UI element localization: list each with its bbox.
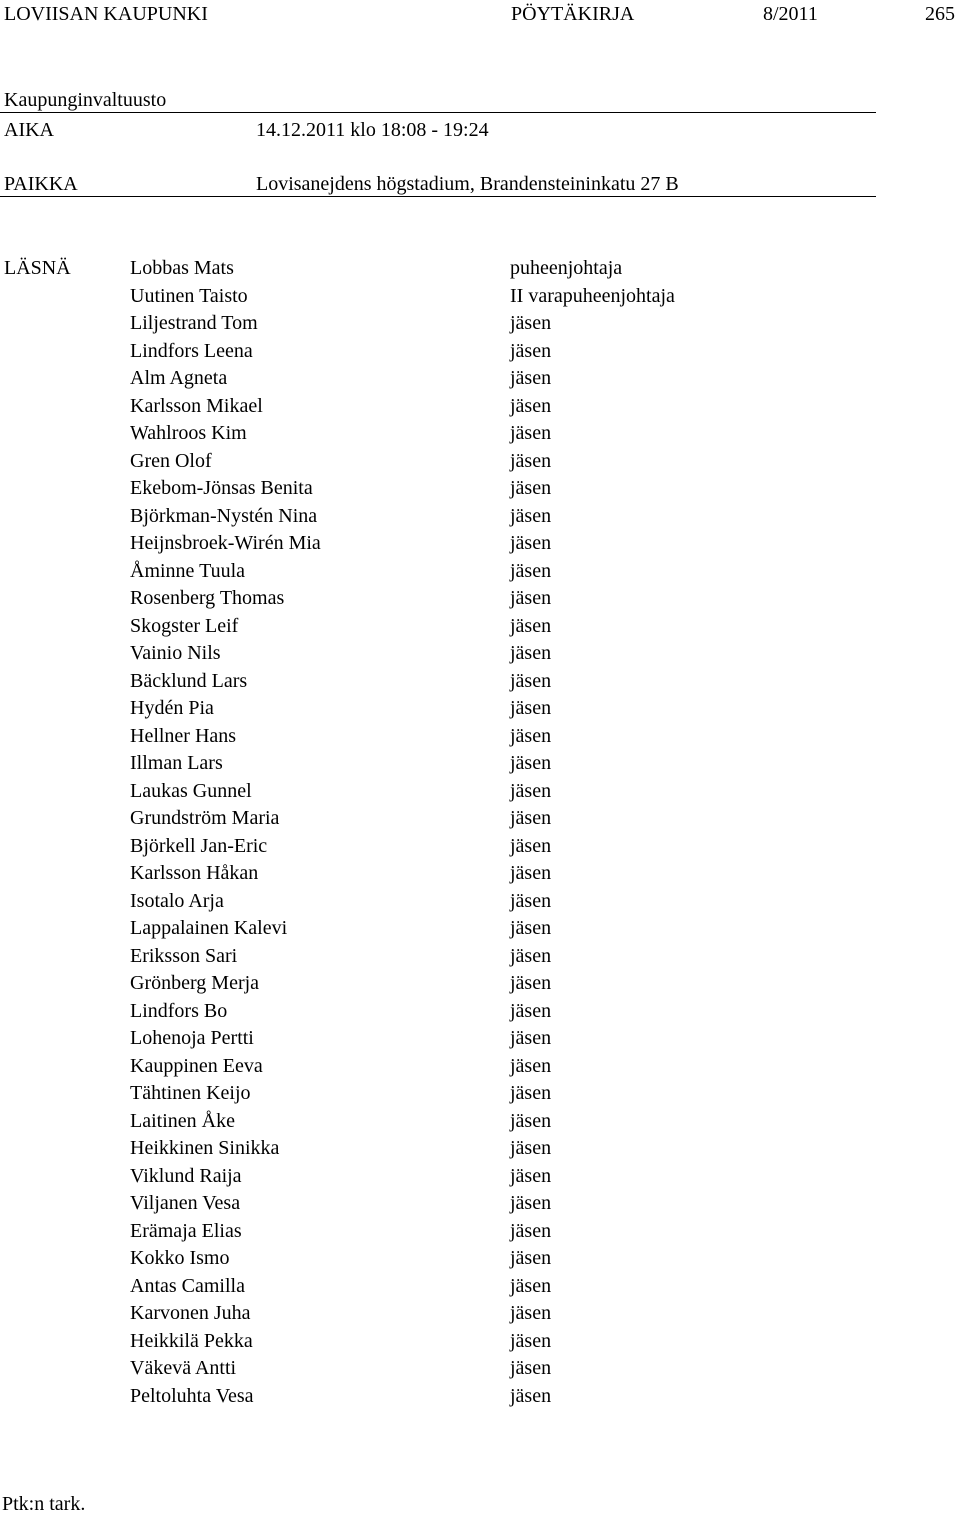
attendee-row [0, 918, 960, 946]
attendee-row [0, 973, 960, 1001]
attendee-row [0, 1138, 960, 1166]
attendee-role: jäsen [510, 697, 552, 719]
attendee-row [0, 781, 960, 809]
time-value: 14.12.2011 klo 18:08 - 19:24 [256, 119, 489, 141]
attendee-row [0, 561, 960, 589]
attendee-role: jäsen [510, 1164, 552, 1187]
attendee-role: jäsen [510, 367, 552, 389]
attendee-role: jäsen [510, 339, 552, 362]
attendee-role: jäsen [510, 614, 552, 637]
attendee-name: Laukas Gunnel [130, 779, 252, 802]
attendee-role: jäsen [510, 1384, 552, 1407]
attendee-name: Björkman-Nystén Nina [130, 504, 318, 527]
attendee-role: jäsen [510, 1219, 552, 1242]
attendee-role: jäsen [510, 504, 552, 527]
attendee-role: jäsen [510, 1302, 552, 1324]
attendee-name: Alm Agneta [130, 367, 228, 389]
attendee-name: Lindfors Leena [130, 339, 253, 362]
attendee-role: jäsen [510, 779, 552, 802]
attendee-name: Laitinen Åke [130, 1109, 235, 1132]
attendee-row [0, 698, 960, 726]
attendee-row [0, 423, 960, 451]
attendee-role: jäsen [510, 862, 552, 884]
attendee-row [0, 313, 960, 341]
attendee-role: jäsen [510, 1027, 552, 1049]
attendee-row [0, 1248, 960, 1276]
attendee-name: Lappalainen Kalevi [130, 917, 288, 939]
attendee-role: jäsen [510, 532, 552, 554]
attendee-role: jäsen [510, 1357, 552, 1379]
attendee-row [0, 1303, 960, 1331]
header-issue: 8/2011 [763, 3, 818, 25]
attendee-row [0, 1221, 960, 1249]
attendee-role: jäsen [510, 449, 552, 472]
attendee-role: jäsen [510, 394, 552, 417]
attendee-name: Kauppinen Eeva [130, 1054, 263, 1077]
attendee-row [0, 643, 960, 671]
attendee-row [0, 1056, 960, 1084]
attendee-row [0, 1358, 960, 1386]
attendee-row [0, 368, 960, 396]
attendee-name: Kokko Ismo [130, 1247, 230, 1269]
attendee-role: jäsen [510, 587, 552, 609]
attendee-name: Gren Olof [130, 449, 212, 472]
attendee-row [0, 341, 960, 369]
attendee-row [0, 753, 960, 781]
attendee-name: Väkevä Antti [130, 1357, 237, 1379]
attendee-role: jäsen [510, 917, 552, 939]
attendee-role: jäsen [510, 834, 552, 857]
attendee-name: Isotalo Arja [130, 889, 224, 912]
attendee-name: Karvonen Juha [130, 1302, 251, 1324]
attendee-name: Karlsson Mikael [130, 394, 263, 417]
attendee-name: Heijnsbroek-Wirén Mia [130, 532, 321, 554]
attendee-row [0, 1028, 960, 1056]
place-value: Lovisanejdens högstadium, Brandensteininkatu 27 B [256, 173, 679, 195]
attendee-role: jäsen [510, 1247, 552, 1269]
attendee-row [0, 946, 960, 974]
divider-rule [0, 112, 876, 113]
attendee-role: puheenjohtaja [510, 257, 623, 279]
attendee-role: jäsen [510, 752, 552, 774]
attendee-name: Tähtinen Keijo [130, 1082, 251, 1104]
attendee-role: jäsen [510, 1274, 552, 1297]
attendee-row [0, 286, 960, 314]
attendee-row [0, 506, 960, 534]
attendee-role: jäsen [510, 889, 552, 912]
attendee-name: Heikkinen Sinikka [130, 1137, 280, 1159]
attendee-row [0, 396, 960, 424]
attendee-name: Peltoluhta Vesa [130, 1384, 254, 1407]
attendee-role: jäsen [510, 1137, 552, 1159]
attendee-role: jäsen [510, 422, 552, 444]
attendee-row [0, 726, 960, 754]
attendee-role: jäsen [510, 1109, 552, 1132]
attendee-row [0, 1193, 960, 1221]
attendee-name: Antas Camilla [130, 1274, 245, 1297]
attendee-role: II varapuheenjohtaja [510, 284, 675, 307]
attendee-name: Erämaja Elias [130, 1219, 242, 1242]
place-label: PAIKKA [4, 173, 78, 195]
attendee-name: Bäcklund Lars [130, 669, 248, 692]
attendee-name: Grönberg Merja [130, 972, 260, 994]
attendee-row [0, 1001, 960, 1029]
attendee-row [0, 808, 960, 836]
attendee-role: jäsen [510, 972, 552, 994]
attendance-label: LÄSNÄ [4, 257, 71, 279]
attendee-name: Hydén Pia [130, 697, 214, 719]
header-org: LOVIISAN KAUPUNKI [4, 3, 208, 25]
attendee-row [0, 891, 960, 919]
attendee-row [0, 836, 960, 864]
attendee-name: Eriksson Sari [130, 944, 238, 967]
attendee-role: jäsen [510, 312, 552, 334]
attendee-row [0, 258, 960, 286]
attendee-name: Björkell Jan-Eric [130, 834, 268, 857]
attendee-role: jäsen [510, 669, 552, 692]
attendee-role: jäsen [510, 1192, 552, 1214]
attendee-row [0, 451, 960, 479]
attendee-row [0, 1083, 960, 1111]
attendee-row [0, 1276, 960, 1304]
attendee-name: Rosenberg Thomas [130, 587, 285, 609]
attendee-name: Illman Lars [130, 752, 223, 774]
footer-note: Ptk:n tark. [2, 1493, 86, 1515]
attendee-role: jäsen [510, 1082, 552, 1104]
attendee-role: jäsen [510, 807, 552, 829]
attendee-name: Uutinen Taisto [130, 284, 248, 307]
attendee-row [0, 1331, 960, 1359]
attendee-row [0, 1111, 960, 1139]
attendee-name: Viljanen Vesa [130, 1192, 241, 1214]
attendee-name: Vainio Nils [130, 642, 221, 664]
attendee-role: jäsen [510, 999, 552, 1022]
attendee-name: Wahlroos Kim [130, 422, 247, 444]
attendee-role: jäsen [510, 1054, 552, 1077]
attendee-name: Skogster Leif [130, 614, 239, 637]
attendee-name: Hellner Hans [130, 724, 237, 747]
header-doc-type: PÖYTÄKIRJA [511, 3, 635, 25]
attendee-name: Liljestrand Tom [130, 312, 258, 334]
attendee-role: jäsen [510, 559, 552, 582]
attendee-name: Viklund Raija [130, 1164, 242, 1187]
divider-rule [0, 196, 876, 197]
attendee-name: Lohenoja Pertti [130, 1027, 254, 1049]
attendee-name: Grundström Maria [130, 807, 280, 829]
attendee-role: jäsen [510, 724, 552, 747]
attendee-row [0, 863, 960, 891]
attendee-name: Ekebom-Jönsas Benita [130, 477, 313, 499]
attendee-name: Åminne Tuula [130, 559, 246, 582]
attendee-name: Lindfors Bo [130, 999, 228, 1022]
attendance-list [0, 258, 960, 1413]
attendee-row [0, 533, 960, 561]
attendee-row [0, 588, 960, 616]
attendee-row [0, 478, 960, 506]
attendee-role: jäsen [510, 477, 552, 499]
attendee-name: Karlsson Håkan [130, 862, 259, 884]
attendee-name: Heikkilä Pekka [130, 1329, 253, 1352]
attendee-row [0, 1386, 960, 1414]
attendee-row [0, 671, 960, 699]
header-page-number: 265 [925, 3, 955, 25]
body-name: Kaupunginvaltuusto [4, 89, 167, 111]
attendee-role: jäsen [510, 944, 552, 967]
attendee-role: jäsen [510, 642, 552, 664]
attendee-row [0, 1166, 960, 1194]
attendee-name: Lobbas Mats [130, 257, 234, 279]
time-label: AIKA [4, 119, 54, 141]
attendee-row [0, 616, 960, 644]
attendee-role: jäsen [510, 1329, 552, 1352]
